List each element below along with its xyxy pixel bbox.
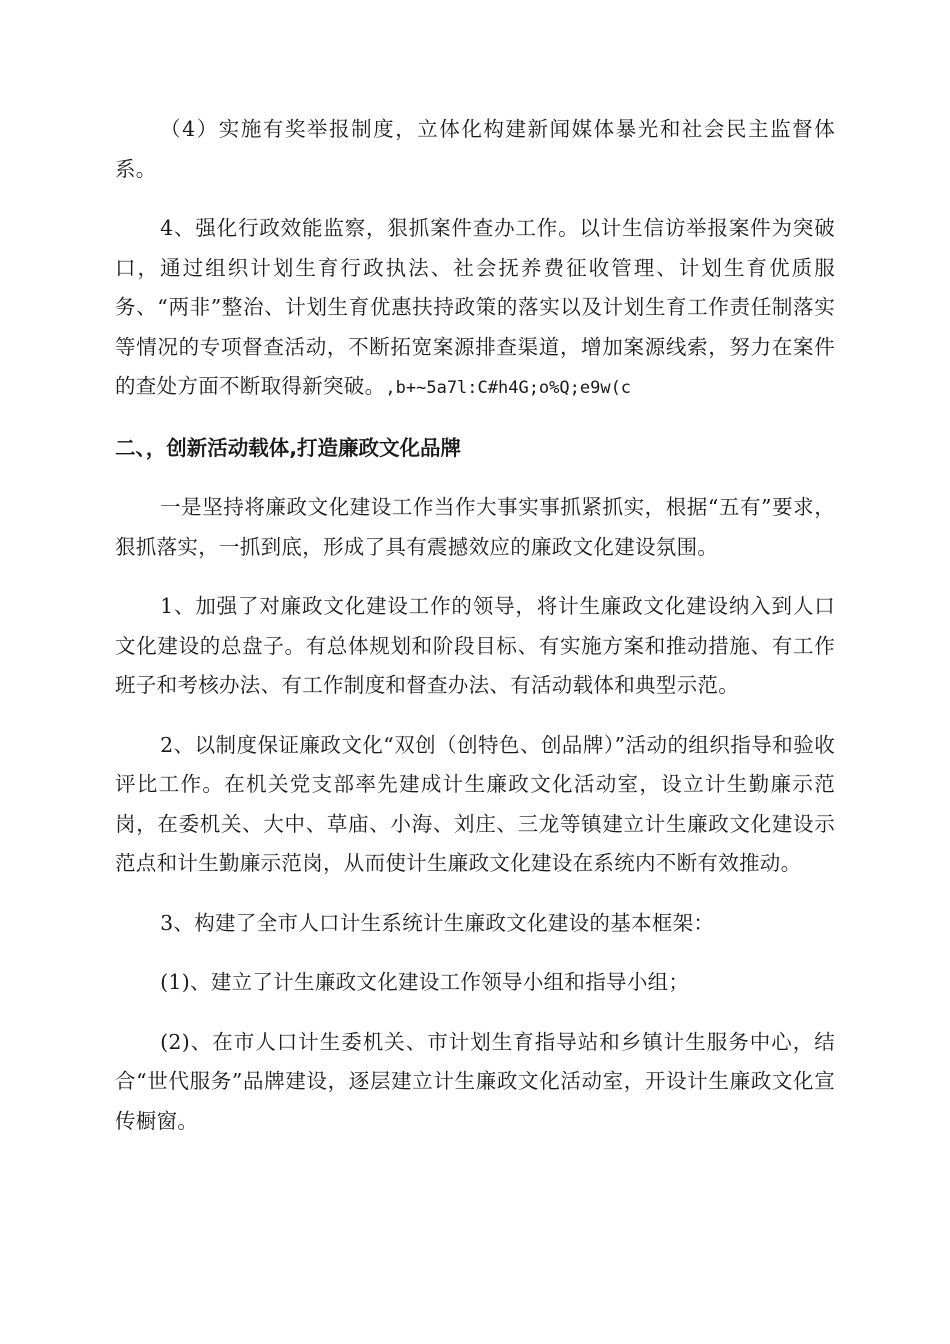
- section-heading-2: 二、，创新活动载体,打造廉政文化品牌: [115, 435, 462, 460]
- paragraph-framework-item-2: (2)、在市人口计生委机关、市计划生育指导站和乡镇计生服务中心，结合“世代服务”品牌建设，逐层建立计生廉政文化活动室，开设计生廉政文化宣传橱窗。: [115, 1029, 835, 1133]
- document-body: [115, 110, 835, 1161]
- paragraph-five-haves: 一是坚持将廉政文化建设工作当作大事实事抓紧抓实，根据“五有”要求，狠抓落实，一抓到底，形成了具有震撼效应的廉政文化建设氛围。: [115, 495, 835, 559]
- paragraph-leadership: 1、加强了对廉政文化建设工作的领导，将计生廉政文化建设纳入到人口文化建设的总盘子。有总体规划和阶段目标、有实施方案和推动措施、有工作班子和考核办法、有工作制度和督查办法、有活动载体和典型示范。: [115, 594, 835, 697]
- paragraph-framework: 3、构建了全市人口计生系统计生廉政文化建设的基本框架：: [160, 910, 715, 935]
- garbled-text: ,b+~5a7l:C#h4G;o%Q;e9w(c: [385, 378, 632, 398]
- paragraph-double-creation: 2、以制度保证廉政文化“双创（创特色、创品牌）”活动的组织指导和验收评比工作。在机关党支部率先建成计生廉政文化活动室，设立计生勤廉示范岗，在委机关、大中、草庙、小海、刘庄、三龙等镇建立计生廉政文化建设示范点和计生勤廉示范岗，从而使计生廉政文化建设在系统内不断有效推动。: [115, 732, 835, 875]
- paragraph-efficiency-supervision: [115, 209, 835, 409]
- paragraph-reporting-system: （4）实施有奖举报制度，立体化构建新闻媒体暴光和社会民主监督体系。: [115, 117, 835, 181]
- paragraph-efficiency-supervision-text: 4、强化行政效能监察，狠抓案件查办工作。以计生信访举报案件为突破口，通过组织计划生育行政执法、社会抚养费征收管理、计划生育优质服务、“两非”整治、计划生育优惠扶持政策的落实以及计划生育工作责任制落实等情况的专项督查活动，不断拓宽案源排查渠道，增加案源线索，努力在案件的查处方面不断取得新突破。: [115, 216, 835, 398]
- paragraph-framework-item-1: (1)、建立了计生廉政文化建设工作领导小组和指导小组；: [160, 970, 690, 994]
